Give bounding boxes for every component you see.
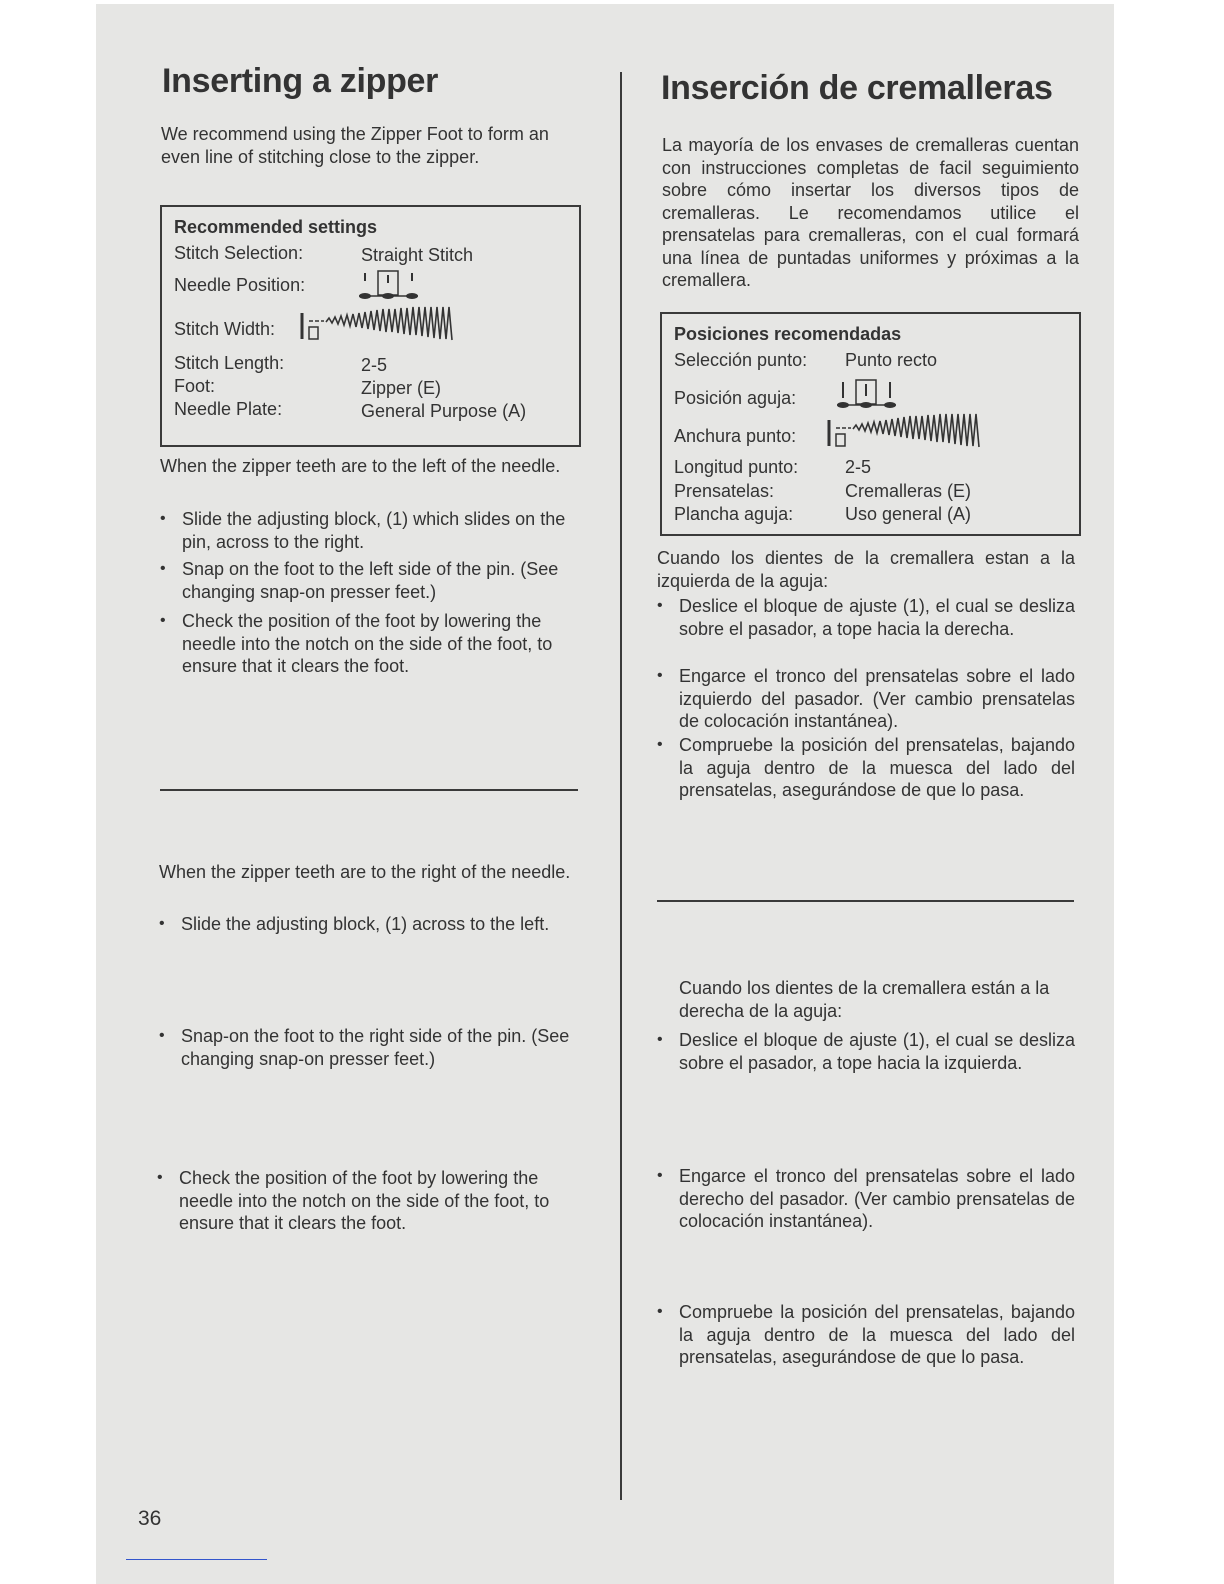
page-number: 36 <box>138 1507 162 1530</box>
setting-label: Plancha aguja: <box>674 504 794 524</box>
bullet-icon: • <box>657 597 663 614</box>
setting-value: Uso general (A) <box>845 504 972 524</box>
bullet-icon: • <box>657 1167 663 1184</box>
list-item-text: Engarce el tronco del prensatelas sobre el lado derecho del pasador. (Ver cambio prensatelas de colocación instantánea). <box>679 1166 1075 1231</box>
needle-position-icon <box>356 267 426 303</box>
bullet-icon: • <box>159 915 165 932</box>
list-item-text: Slide the adjusting block, (1) across to the left. <box>181 914 550 934</box>
bullet-icon: • <box>657 1303 663 1320</box>
setting-label: Prensatelas: <box>674 481 775 501</box>
setting-value: Punto recto <box>845 350 938 370</box>
list-item-text: Compruebe la posición del prensatelas, bajando la aguja dentro de la muesca del lado del prensatelas, asegurándose de que lo pasa. <box>679 1302 1075 1367</box>
list-item-text: Snap-on the foot to the right side of the pin. (See changing snap-on presser feet.) <box>181 1026 570 1069</box>
setting-value: 2-5 <box>361 355 388 375</box>
bullet-icon: • <box>160 510 166 527</box>
section-divider <box>160 789 578 791</box>
list-item-text: Deslice el bloque de ajuste (1), el cual se desliza sobre el pasador, a tope hacia la izquierda. <box>679 1030 1075 1073</box>
section2-intro-en: When the zipper teeth are to the right of the needle. <box>159 862 571 882</box>
list-item-text: Engarce el tronco del prensatelas sobre el lado izquierdo del pasador. (Ver cambio prensatelas de colocación instantánea). <box>679 666 1075 731</box>
setting-label: Needle Plate: <box>174 399 283 419</box>
bullet-icon: • <box>159 1027 165 1044</box>
bullet-icon: • <box>160 612 166 629</box>
settings-title-es: Posiciones recomendadas <box>674 324 902 344</box>
list-item-text: Snap on the foot to the left side of the pin. (See changing snap-on presser feet.) <box>182 559 559 602</box>
section2-intro-es: Cuando los dientes de la cremallera están a la derecha de la aguja: <box>679 978 1050 1021</box>
setting-value: Cremalleras (E) <box>845 481 972 501</box>
bullet-icon: • <box>157 1169 163 1186</box>
setting-value: 2-5 <box>845 457 872 477</box>
bullet-icon: • <box>160 560 166 577</box>
setting-label: Longitud punto: <box>674 457 799 477</box>
list-item-text: Compruebe la posición del prensatelas, bajando la aguja dentro de la muesca del lado del prensatelas, asegurándose de que lo pasa. <box>679 735 1075 800</box>
link-underline <box>126 1559 267 1560</box>
setting-label: Stitch Selection: <box>174 243 304 263</box>
setting-value: Zipper (E) <box>361 378 442 398</box>
section1-intro-en: When the zipper teeth are to the left of the needle. <box>160 456 561 476</box>
list-item-text: Check the position of the foot by lowering the needle into the notch on the side of the foot, to ensure that it clears the foot. <box>179 1168 550 1233</box>
bullet-icon: • <box>657 667 663 684</box>
needle-position-icon <box>834 376 904 412</box>
column-divider <box>620 72 622 1500</box>
list-item-text: Deslice el bloque de ajuste (1), el cual se desliza sobre el pasador, a tope hacia la derecha. <box>679 596 1075 639</box>
page-title-en: Inserting a zipper <box>162 62 439 100</box>
page-title-es: Inserción de cremalleras <box>661 69 1053 107</box>
intro-en: We recommend using the Zipper Foot to form an even line of stitching close to the zipper. <box>161 124 549 167</box>
intro-es: La mayoría de los envases de cremalleras cuentan con instrucciones completas de facil seguimiento sobre cómo insertar los diversos tipos de cremalleras. Le recomendamos utilice el prensatelas para cremalleras, con el cual formará una línea de puntadas uniformes y próximas a la cremallera. <box>662 135 1079 290</box>
stitch-width-icon <box>300 307 460 343</box>
stitch-width-icon <box>827 414 987 450</box>
settings-box-es <box>660 312 1081 536</box>
bullet-icon: • <box>657 1031 663 1048</box>
setting-value: General Purpose (A) <box>361 401 527 421</box>
list-item-text: Slide the adjusting block, (1) which slides on the pin, across to the right. <box>182 509 566 552</box>
setting-label: Selección punto: <box>674 350 808 370</box>
bullet-icon: • <box>657 736 663 753</box>
setting-label: Stitch Width: <box>174 319 276 339</box>
section1-intro-es: Cuando los dientes de la cremallera estan a la izquierda de la aguja: <box>657 548 1075 591</box>
settings-box-en <box>160 205 581 447</box>
section-divider <box>657 900 1074 902</box>
setting-label: Needle Position: <box>174 275 306 295</box>
setting-label: Posición aguja: <box>674 388 797 408</box>
setting-label: Anchura punto: <box>674 426 797 446</box>
setting-value: Straight Stitch <box>361 245 474 265</box>
setting-label: Stitch Length: <box>174 353 285 373</box>
setting-label: Foot: <box>174 376 216 396</box>
list-item-text: Check the position of the foot by lowering the needle into the notch on the side of the foot, to ensure that it clears the foot. <box>182 611 553 676</box>
settings-title-en: Recommended settings <box>174 217 378 237</box>
